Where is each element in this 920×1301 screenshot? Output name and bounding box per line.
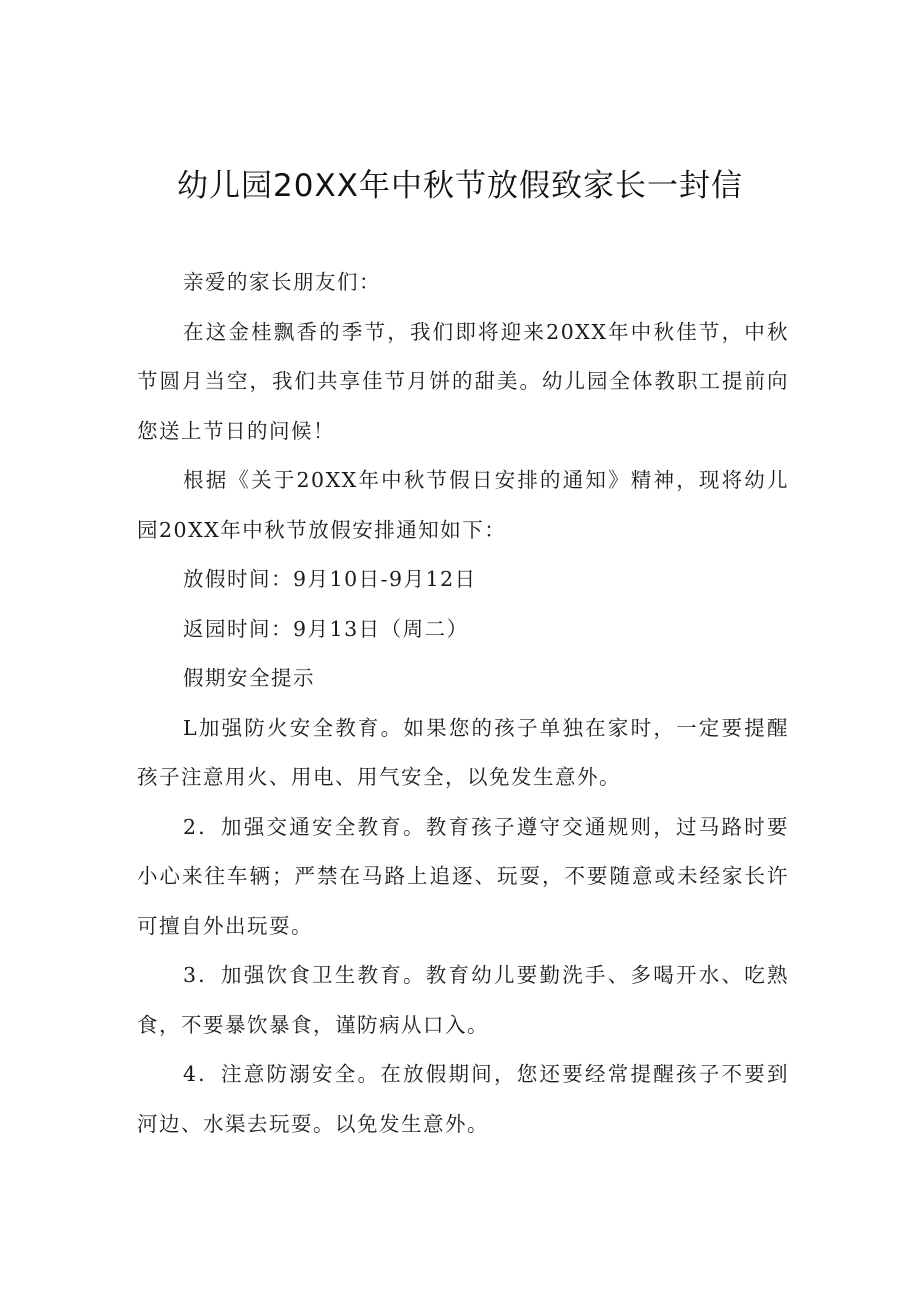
salutation: 亲爱的家长朋友们： bbox=[183, 270, 381, 294]
holiday-period: 放假时间：9月10日-9月12日 bbox=[183, 567, 477, 591]
safety-item-traffic: 2．加强交通安全教育。教育孩子遵守交通规则，过马路时要小心来往车辆；严禁在马路上追逐、玩耍，不要随意或未经家长许可擅自外出玩耍。 bbox=[137, 814, 789, 938]
paragraph-greeting: 在这金桂飘香的季节，我们即将迎来20XX年中秋佳节，中秋节圆月当空，我们共享佳节月饼的甜美。幼儿园全体教职工提前向您送上节日的问候！ bbox=[137, 319, 789, 443]
letter-body bbox=[137, 258, 789, 1149]
return-date: 返园时间：9月13日（周二） bbox=[183, 616, 469, 641]
safety-heading: 假期安全提示 bbox=[183, 666, 315, 690]
document-title: 幼儿园20XX年中秋节放假致家长一封信 bbox=[177, 168, 743, 204]
paragraph-notice: 根据《关于20XX年中秋节假日安排的通知》精神，现将幼儿园20XX年中秋节放假安排通知如下： bbox=[137, 468, 789, 542]
safety-item-fire: L加强防火安全教育。如果您的孩子单独在家时，一定要提醒孩子注意用火、用电、用气安全，以免发生意外。 bbox=[137, 715, 789, 789]
safety-item-drowning: 4．注意防溺安全。在放假期间，您还要经常提醒孩子不要到河边、水渠去玩耍。以免发生意外。 bbox=[137, 1062, 789, 1136]
safety-item-food: 3．加强饮食卫生教育。教育幼儿要勤洗手、多喝开水、吃熟食，不要暴饮暴食，谨防病从口入。 bbox=[137, 963, 789, 1037]
